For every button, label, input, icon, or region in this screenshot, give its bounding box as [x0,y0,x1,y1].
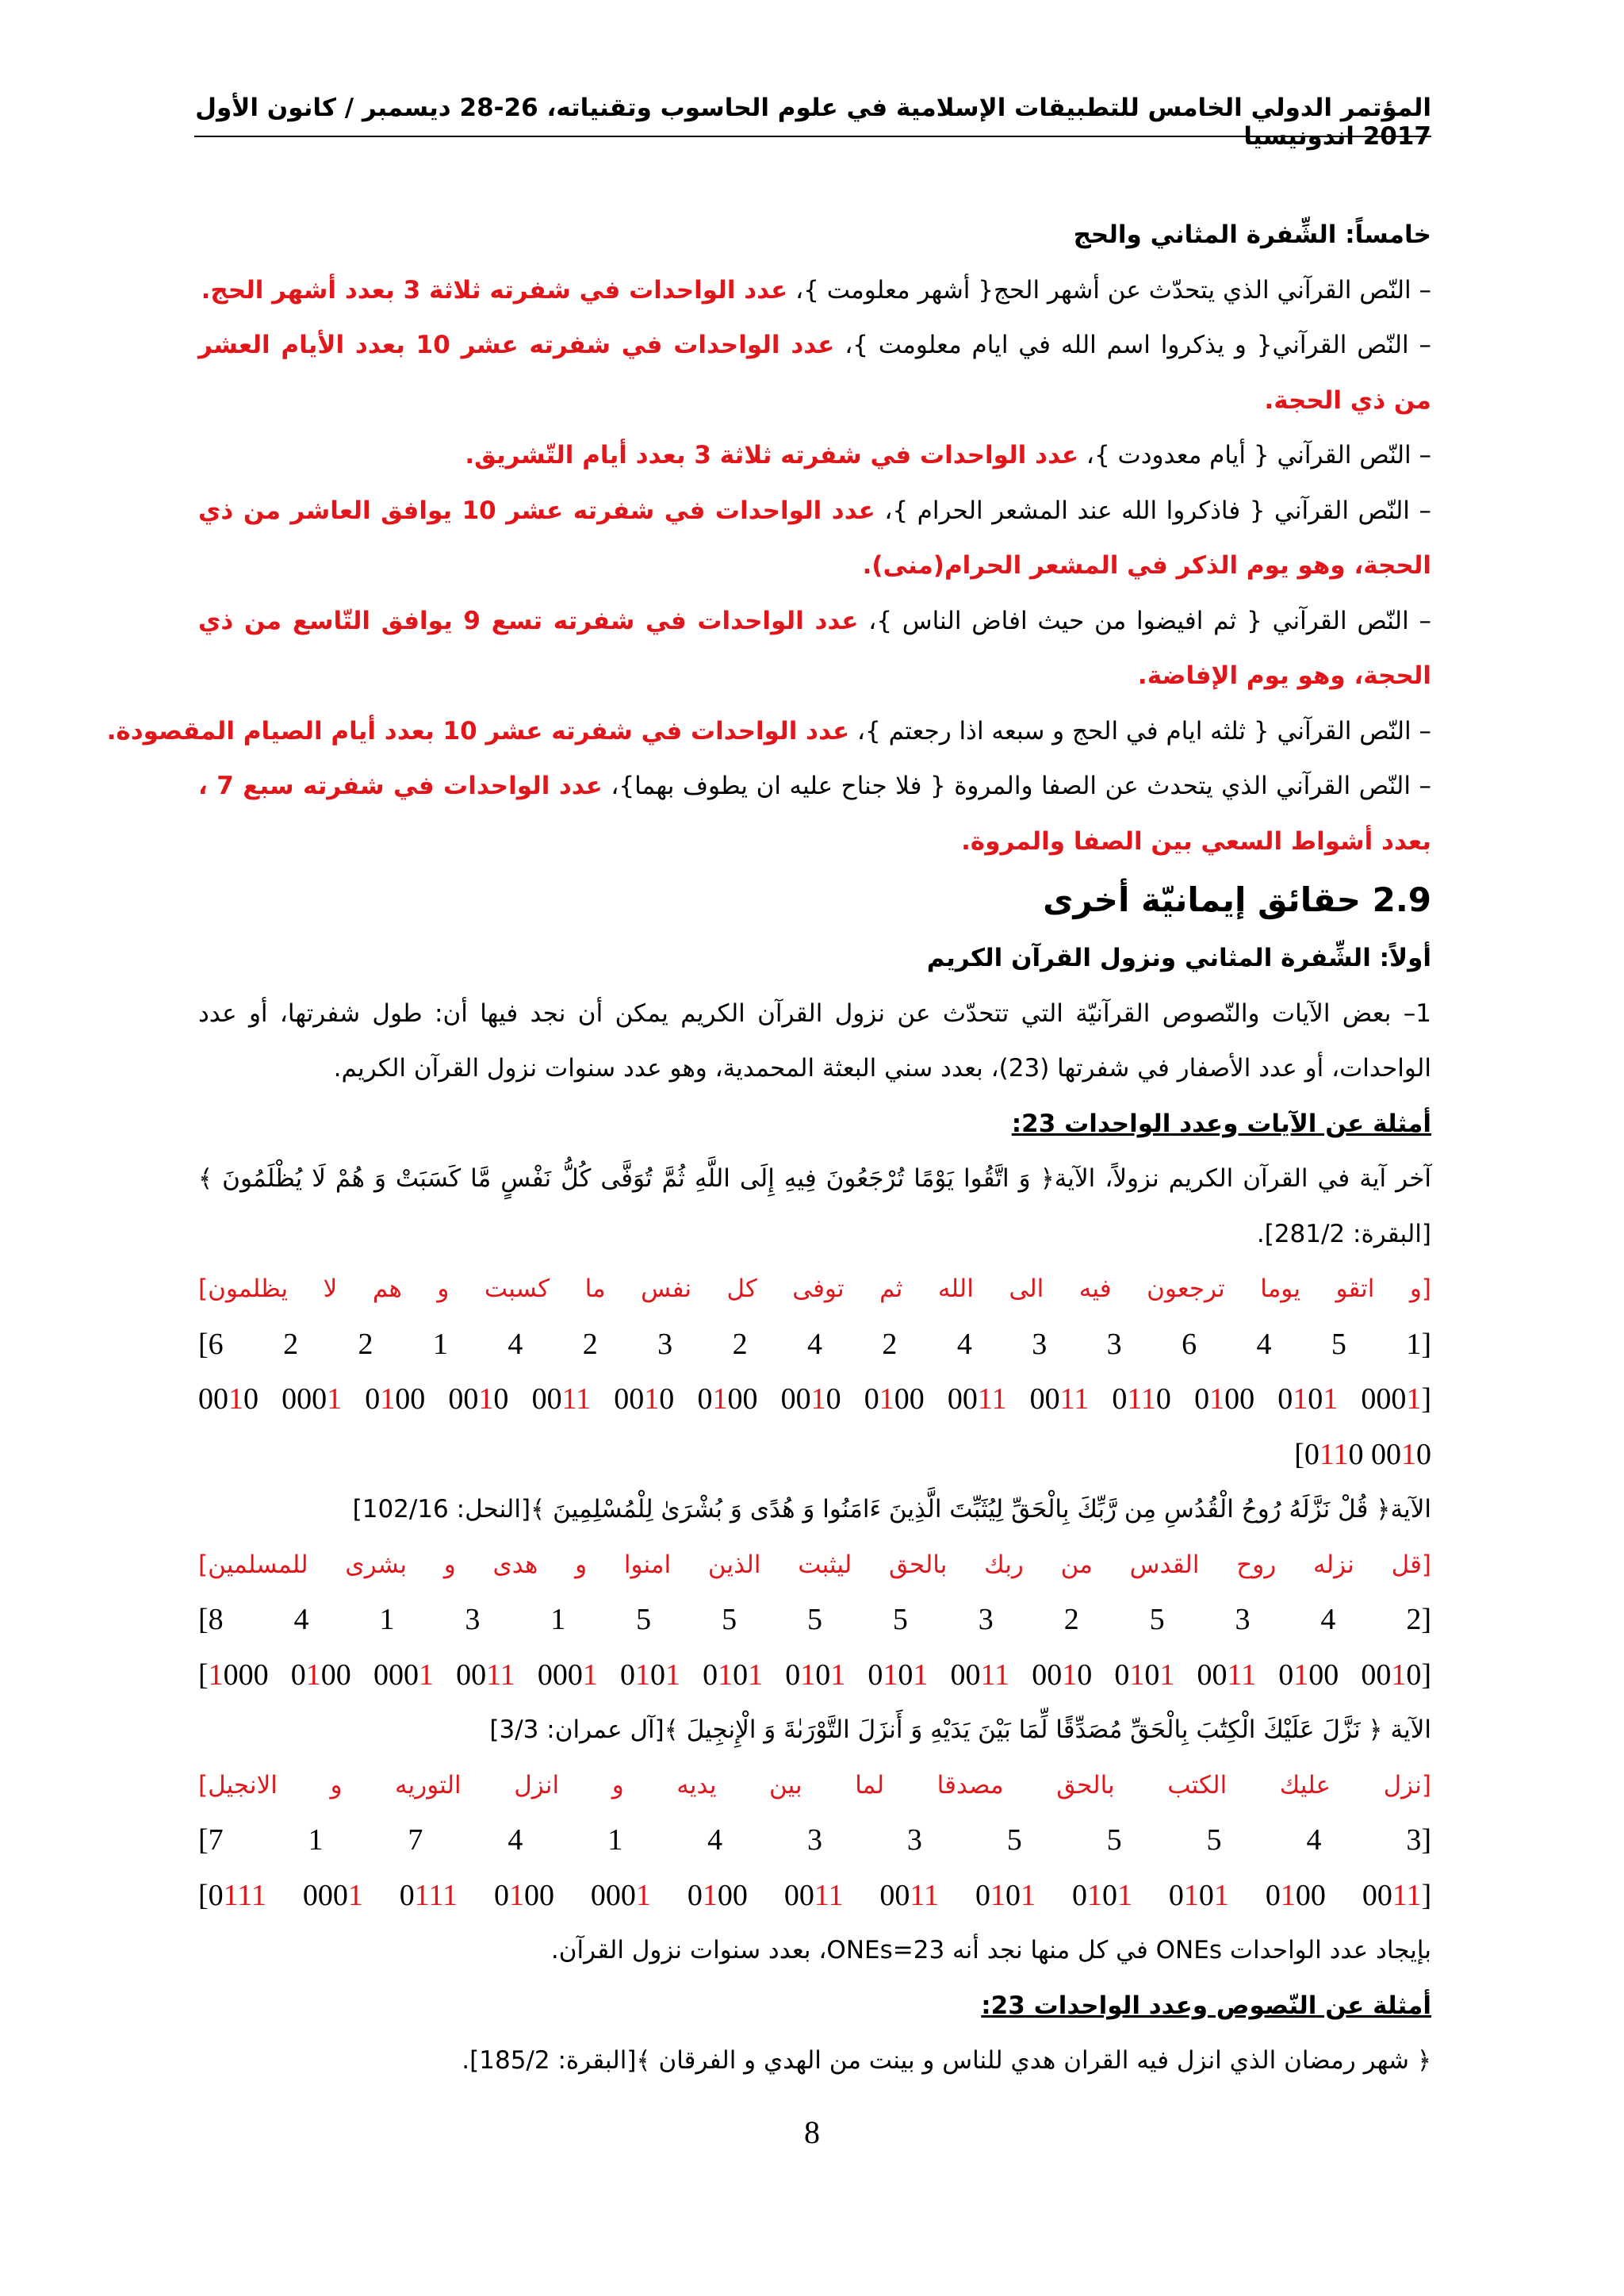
list-item [198,484,1431,594]
verse-intro: آخر آية في القرآن الكريم نزولاً، الآية﴿ وَ اتَّقُوا يَوْمًا تُرْجَعُونَ فِيهِ إِلَى اللَّهِ ثُمَّ تُوَفَّى كُلُّ نَفْسٍ مَّا كَسَبَتْ وَ هُمْ لَا يُظْلَمُونَ ﴾[البقرة: 281/2]. [198,1164,1431,1248]
section-title: 2.9 حقائق إيمانيّة أخرى [1043,880,1431,919]
item-text: – النّص القرآني { ثم افيضوا من حيث افاض الناس }، [858,606,1431,635]
bit-group: 0010 [448,1382,509,1416]
verse-intro: ﴿ شهر رمضان الذي انزل فيه القران هدي للناس و بينت من الهدي و الفرقان ﴾[البقرة: 185/2]. [462,2046,1431,2075]
bit-group: 0101 [619,1658,680,1692]
list-item [198,318,1431,428]
bit-group: 0110 [1112,1382,1171,1416]
bit-group: 0011 [879,1878,939,1912]
bit-group: 0101 [1168,1878,1229,1912]
bit-group: 0011 [1029,1382,1090,1416]
item-highlight: عدد الواحدات في شفرته ثلاثة 3 بعدد أشهر الحج. [201,275,788,305]
word-counts: [7 1 7 4 1 4 3 3 5 5 5 4 3] [198,1823,1431,1857]
bit-group: 0100 [1265,1878,1326,1912]
bit-group: 0101 [868,1658,929,1692]
bit-group: 0111 [208,1878,266,1912]
bit-group: 0011 [783,1878,844,1912]
bit-group: 0010 [1371,1437,1431,1471]
binary-code: [1000 0100 0001 0011 0001 0101 0101 0101 0101 0011 0010 0101 0011 0100 0010] [198,1658,1432,1692]
running-header: المؤتمر الدولي الخامس للتطبيقات الإسلامية في علوم الحاسوب وتقنياته، 26-28 ديسمبر / كانون الأول 2017 اندونيسيا [195,94,1431,151]
verse-intro: الآية﴿ قُلْ نَزَّلَهُ رُوحُ الْقُدُسِ مِن رَّبِّكَ بِالْحَقِّ لِيُثَبِّتَ الَّذِينَ ءَامَنُوا وَ هُدًى وَ بُشْرَىٰ لِلْمُسْلِمِينَ ﴾[النحل: 102/16] [352,1495,1431,1524]
bit-group: 0001 [373,1658,434,1692]
ones-note: بإيجاد عدد الواحدات ONEs في كل منها نجد أنه ONEs=23، بعدد سنوات نزول القرآن. [550,1936,1431,1964]
item-text: – النّص القرآني{ و يذكروا اسم الله في ايام معلومت }، [834,331,1432,359]
verse-words: [و اتقو يوما ترجعون فيه الى الله ثم توفى كل نفس ما كسبت و هم لا يظلمون] [198,1274,1431,1303]
bit-group: 0010 [1361,1658,1422,1692]
bit-group: 0110 [1304,1437,1364,1471]
item-text: – النّص القرآني { ثلثه ايام في الحج و سبعه اذا رجعتم }، [849,716,1431,746]
bit-group: 0001 [302,1878,363,1912]
item-text: – النّص القرآني الذي يتحدث عن الصفا والمروة { فلا جناح عليه ان يطوف بهما}، [602,772,1431,800]
verse-intro: الآية ﴿ نَزَّلَ عَلَيْكَ الْكِتَٰبَ بِالْحَقِّ مُصَدِّقًا لِّمَا بَيْنَ يَدَيْهِ وَ أَنزَلَ التَّوْرَىٰةَ وَ الْإِنجِيلَ ﴾[آل عمران: 3/3] [489,1715,1431,1744]
bit-group: 0101 [703,1658,764,1692]
list-item [198,428,1431,484]
body-paragraph: 1– بعض الآيات والنّصوص القرآنيّة التي تتحدّث عن نزول القرآن الكريم يمكن أن نجد فيها أن: طول شفرتها، أو عدد الواحدات، أو عدد الأصفار في شفرتها (23)، بعدد سني البعثة المحمدية، وهو عدد سنوات نزول القرآن الكريم. [198,999,1431,1083]
bit-group: 0100 [687,1878,748,1912]
binary-code: 0010 0001 0100 0010 0011 0010 0100 0010 0100 0011 0011 0110 0100 0101 0001] [198,1382,1431,1416]
section-heading: خامساً: الشِّفرة المثاني والحج [1073,220,1431,249]
item-highlight: عدد الواحدات في شفرته عشر 10 يوافق العاشر من ذي الحجة، وهو يوم الذكر في المشعر الحرام(منى). [198,496,1431,580]
bit-group: 1000 [208,1658,269,1692]
bit-group: 0001 [590,1878,651,1912]
bit-group: 0010 [198,1382,259,1416]
bit-group: 0010 [1032,1658,1093,1692]
binary-code: [0110 0010 [1294,1437,1431,1471]
bit-group: 0101 [1114,1658,1175,1692]
bit-group: 0011 [1197,1658,1257,1692]
bit-group: 0111 [399,1878,458,1912]
bit-group: 0100 [365,1382,426,1416]
bit-group: 0100 [1194,1382,1255,1416]
examples-heading: أمثلة عن الآيات وعدد الواحدات 23: [1011,1109,1431,1138]
bit-group: 0011 [947,1382,1007,1416]
bit-group: 0011 [950,1658,1010,1692]
bit-group: 0101 [1277,1382,1339,1416]
bit-group: 0011 [531,1382,592,1416]
list-item [198,594,1431,704]
bit-group: 0101 [1071,1878,1132,1912]
list-item [198,263,1431,319]
bit-group: 0101 [785,1658,846,1692]
binary-code: [0111 0001 0111 0100 0001 0100 0011 0011 0101 0101 0101 0100 0011] [198,1878,1432,1912]
page-content [106,208,1432,2089]
bit-group: 0011 [1362,1878,1422,1912]
item-highlight: عدد الواحدات في شفرته عشر 10 بعدد الأيام العشر من ذي الحجة. [198,331,1431,415]
texts-heading: أمثلة عن النّصوص وعدد الواحدات 23: [981,1991,1431,2020]
bit-group: 0100 [290,1658,351,1692]
item-text: – النّص القرآني الذي يتحدّث عن أشهر الحج{ أشهر معلومت }، [787,275,1431,305]
item-highlight: عدد الواحدات في شفرته عشر 10 بعدد أيام الصيام المقصودة. [106,716,850,746]
verse-words: [نزل عليك الكتب بالحق مصدقا لما بين يديه و انزل التوريه و الانجيل] [198,1770,1431,1800]
item-text: – النّص القرآني { أيام معدودت }، [1078,441,1431,470]
bit-group: 0100 [697,1382,758,1416]
list-item [198,759,1431,869]
list-item [106,704,1431,760]
subsection-heading: أولاً: الشِّفرة المثاني ونزول القرآن الكريم [926,944,1431,972]
bit-group: 0001 [1361,1382,1422,1416]
word-counts: [6 2 2 1 4 2 3 2 4 2 4 3 3 6 4 5 1] [198,1327,1431,1361]
bit-group: 0011 [456,1658,515,1692]
verse-words: [قل نزله روح القدس من ربك بالحق ليثبت الذين امنوا و هدى و بشرى للمسلمين] [198,1550,1431,1579]
bit-group: 0100 [864,1382,925,1416]
item-highlight: عدد الواحدات في شفرته سبع 7 ، بعدد أشواط السعي بين الصفا والمروة. [198,772,1431,856]
bit-group: 0101 [975,1878,1036,1912]
bit-group: 0010 [780,1382,841,1416]
page-number: 8 [804,2114,820,2150]
item-text: – النّص القرآني { فاذكروا الله عند المشعر الحرام }، [875,496,1431,525]
bit-group: 0010 [614,1382,675,1416]
bit-group: 0100 [493,1878,554,1912]
item-highlight: عدد الواحدات في شفرته ثلاثة 3 بعدد أيام التّشريق. [465,441,1079,470]
header-rule [194,136,1431,137]
bit-group: 0001 [537,1658,598,1692]
bit-group: 0100 [1278,1658,1339,1692]
item-highlight: عدد الواحدات في شفرته تسع 9 يوافق التّاسع من ذي الحجة، وهو يوم الإفاضة. [198,606,1431,690]
word-counts: [8 4 1 3 1 5 5 5 5 3 2 5 3 4 2] [198,1603,1431,1636]
bit-group: 0001 [282,1382,343,1416]
